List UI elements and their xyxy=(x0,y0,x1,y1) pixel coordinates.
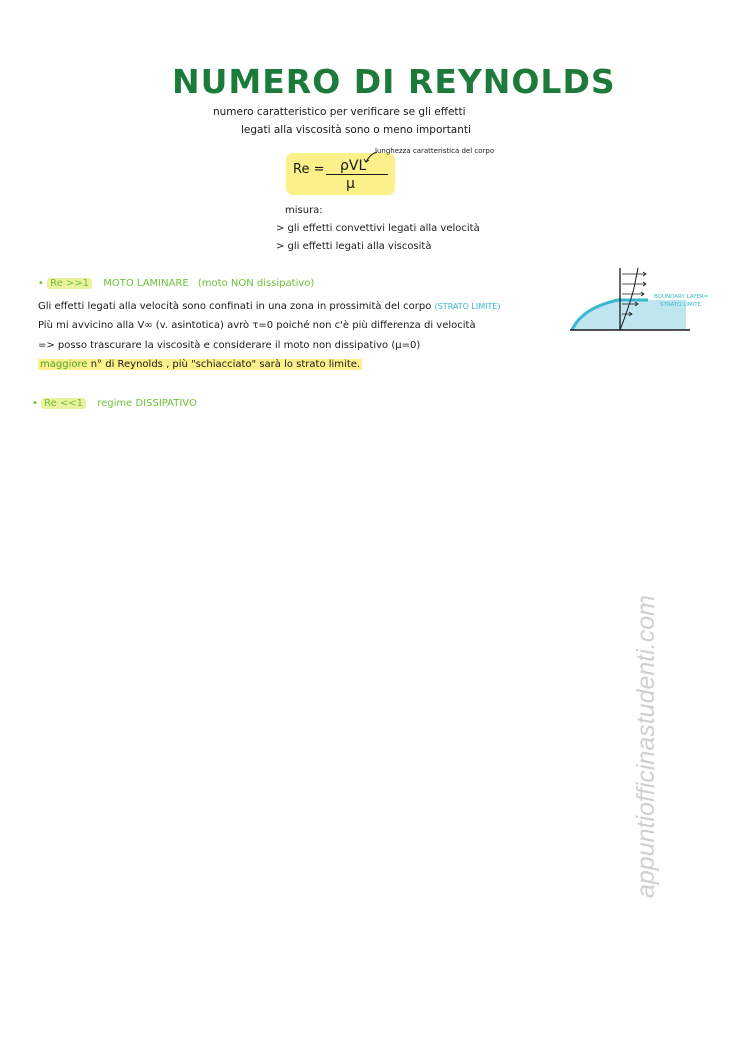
boundary-layer-label: BOUNDARY LAYER= xyxy=(654,294,709,300)
subtitle-line-1: numero caratteristico per verificare se gli effetti xyxy=(213,106,466,118)
formula-lhs: Re = xyxy=(293,162,325,177)
strato-limite-tag: (STRATO LIMITE) xyxy=(434,302,501,311)
section1-line-4 xyxy=(38,359,362,370)
annotation-arrow-icon xyxy=(362,150,382,164)
section1-condition: Re >>1 xyxy=(47,278,92,289)
boundary-layer-diagram xyxy=(568,264,738,336)
fraction-line xyxy=(326,174,388,175)
section1-heading-note: (moto NON dissipativo) xyxy=(197,278,315,289)
section2-condition: Re <<1 xyxy=(41,398,86,409)
section2-header xyxy=(32,398,197,409)
section1-line-2: Più mi avvicino alla V∞ (v. asintotica) avrò τ=0 poiché non c'è più differenza di velocità xyxy=(38,320,476,331)
maggiore-word: maggiore xyxy=(40,359,88,370)
section1-line-4-text: n° di Reynolds , più "schiacciato" sarà lo strato limite. xyxy=(90,359,361,370)
subtitle-line-2: legati alla viscosità sono o meno importanti xyxy=(241,124,471,136)
formula-annotation: lunghezza caratteristica del corpo xyxy=(375,147,495,155)
section1-line-3: => posso trascurare la viscosità e considerare il moto non dissipativo (μ=0) xyxy=(38,340,421,351)
section1-bullet: • xyxy=(38,278,44,289)
formula-numerator: ρVL xyxy=(340,158,367,174)
section1-heading: MOTO LAMINARE xyxy=(103,278,189,289)
strato-limite-label: STRATO LIMITE xyxy=(660,302,702,308)
section1-line-1-text: Gli effetti legati alla velocità sono confinati in una zona in prossimità del corpo xyxy=(38,301,432,312)
page-title: NUMERO DI REYNOLDS xyxy=(172,62,616,101)
watermark: appuntiofficinastudenti.com xyxy=(632,595,660,898)
section2-bullet: • xyxy=(32,398,38,409)
misura-item-2: > gli effetti legati alla viscosità xyxy=(276,241,432,252)
section2-heading: regime DISSIPATIVO xyxy=(97,398,197,409)
formula-denominator: μ xyxy=(346,176,355,192)
section1-header xyxy=(38,278,314,289)
misura-item-1: > gli effetti convettivi legati alla velocità xyxy=(276,223,480,234)
section1-line-4-highlight xyxy=(38,359,362,370)
section1-line-1 xyxy=(38,301,501,312)
misura-label: misura: xyxy=(285,205,323,216)
